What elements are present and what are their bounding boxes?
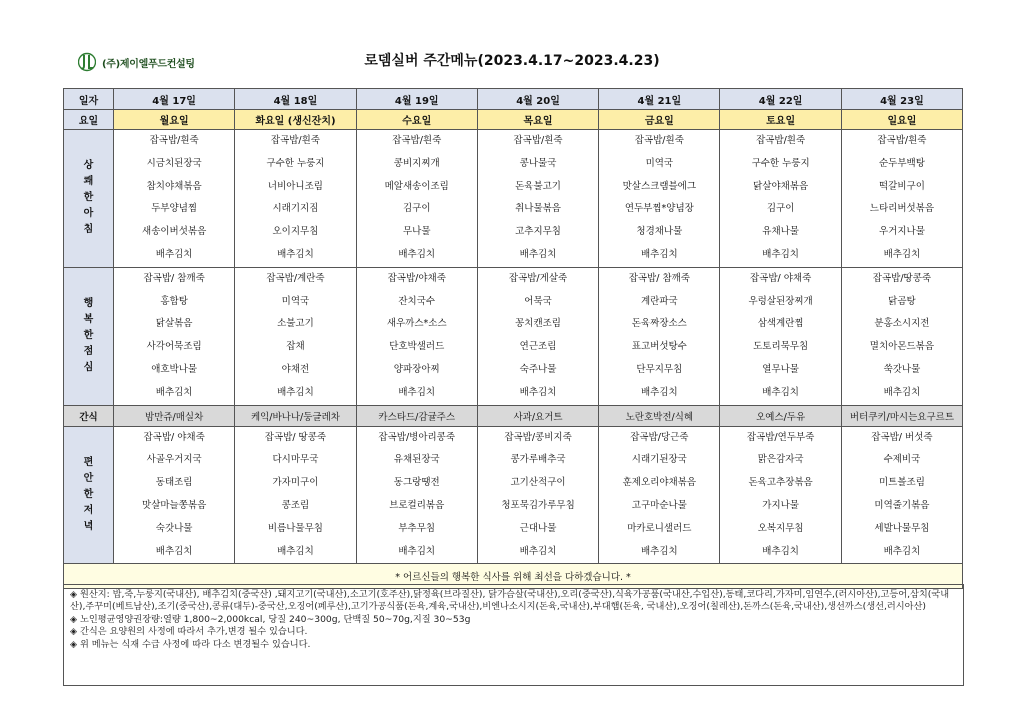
breakfast-cell	[477, 130, 598, 268]
menu-item: 소불고기	[277, 318, 314, 330]
menu-item: 부추무침	[398, 522, 436, 534]
dinner-cell	[599, 426, 720, 564]
menu-item: 김구이	[766, 203, 795, 215]
menu-item: 배추김치	[277, 545, 314, 557]
menu-item: 잡곡밥/흰죽	[270, 135, 320, 146]
menu-item: 배추김치	[277, 386, 314, 398]
breakfast-label	[64, 130, 114, 268]
snack-cell: 버터쿠키/마시는요구르트	[841, 405, 962, 426]
dinner-label-char: 편	[83, 456, 94, 468]
lunch-label-char: 복	[83, 314, 94, 326]
menu-item: 단무지무침	[636, 363, 683, 375]
menu-item: 동그랑땡전	[393, 477, 440, 489]
menu-item: 배추김치	[762, 248, 799, 260]
menu-item: 잡곡밥/땅콩죽	[872, 272, 932, 284]
menu-item: 잡곡밥/ 참깨죽	[143, 272, 205, 284]
date-cell: 4월 23일	[841, 89, 962, 110]
menu-item: 순두부백탕	[878, 157, 925, 169]
menu-item: 구수한 누룽지	[751, 157, 810, 169]
breakfast-cell	[599, 130, 720, 268]
menu-item: 콩나물국	[519, 157, 557, 169]
banner-message: * 어르신들의 행복한 식사를 위해 최선을 다하겠습니다. *	[64, 564, 963, 589]
menu-item: 고기산적구이	[510, 477, 566, 489]
date-cell: 4월 20일	[477, 89, 598, 110]
weekday-cell: 금요일	[599, 110, 720, 130]
menu-item: 배추김치	[883, 386, 921, 398]
dinner-cell	[114, 426, 235, 564]
menu-item: 잡곡밥/ 야채죽	[143, 431, 205, 443]
menu-item: 잡곡밥/흰죽	[634, 135, 684, 146]
menu-item: 돈육고추장볶음	[748, 477, 813, 489]
dinner-cell	[356, 426, 477, 564]
dinner-label-char: 한	[83, 488, 94, 500]
menu-item: 잡곡밥/흰죽	[392, 135, 442, 146]
menu-item: 돈육짜장소스	[631, 318, 687, 330]
menu-item: 맑은감자국	[757, 454, 804, 466]
weekday-cell: 월요일	[114, 110, 235, 130]
menu-item: 분홍소시지전	[874, 318, 930, 330]
menu-item: 우렁살된장찌개	[748, 295, 813, 307]
menu-item: 꽁치캔조림	[515, 318, 561, 330]
lunch-label-char: 심	[83, 362, 94, 374]
menu-item: 배추김치	[519, 545, 557, 557]
menu-item: 미역국	[281, 295, 310, 307]
menu-item: 세발나물무침	[874, 522, 930, 534]
menu-item: 숙주나물	[519, 363, 557, 375]
menu-item: 배추김치	[155, 386, 193, 398]
dinner-label-char: 녁	[83, 520, 94, 532]
menu-item: 양파장아찌	[393, 363, 440, 375]
menu-item: 비름나물무침	[267, 522, 323, 534]
menu-item: 도토리묵무침	[753, 341, 809, 353]
menu-item: 시래기된장국	[631, 454, 687, 466]
breakfast-label-char: 침	[83, 224, 94, 236]
menu-item: 계란파국	[640, 295, 678, 307]
date-cell: 4월 19일	[356, 89, 477, 110]
menu-item: 마카로니샐러드	[627, 522, 692, 534]
dinner-label-char: 안	[83, 472, 94, 484]
menu-item: 배추김치	[519, 248, 557, 260]
menu-item: 닭곰탕	[888, 295, 916, 307]
menu-item: 잡곡밥/흰죽	[149, 135, 199, 146]
menu-item: 배추김치	[398, 386, 436, 398]
weekday-cell: 일요일	[841, 110, 962, 130]
origin-note: ◈ 원산지: 밥,죽,누룽지(국내산), 배추김치(중국산) ,돼지고기(국내산),소고기(호주산),닭정육(브라질산), 닭가슴살(국내산),오리(중국산),식육가공품(국내산,수입산),동태,코다리,가자미,임연수,(러시아산),고등어,삼치(국내산),주꾸미(베트남산),조기(중국산),콩류(대두)-중국산,오징어(페루산),고기가공식품(돈육,계육,국내산),비엔나소시지(돈육,국내산),부대햄(돈육, 국내산),오징어(칠레산),돈까스(돈육,국내산),생선까스(생선,러시아산)	[70, 589, 950, 613]
lunch-cell	[356, 267, 477, 405]
snack-cell: 밤만쥬/매실차	[114, 405, 235, 426]
company-name: (주)제이엘푸드컨설팅	[102, 58, 195, 70]
menu-item: 연두부찜*양념장	[624, 203, 694, 215]
menu-item: 새송이버섯볶음	[142, 226, 207, 238]
menu-item: 돈육불고기	[515, 180, 561, 192]
menu-item: 시래기지짐	[272, 203, 319, 215]
breakfast-label-char: 쾌	[83, 176, 94, 188]
menu-item: 잔치국수	[398, 295, 436, 307]
menu-item: 청경채나물	[636, 226, 683, 238]
menu-item: 다시마무국	[272, 454, 319, 466]
snack-cell: 노란호박전/식혜	[599, 405, 720, 426]
menu-item: 잡곡밥/흰죽	[756, 135, 806, 146]
lunch-label-char: 점	[83, 346, 94, 358]
menu-item: 애호박나물	[151, 363, 198, 375]
snack-cell: 카스타드/감귤주스	[356, 405, 477, 426]
menu-item: 잡곡밥/야채죽	[387, 272, 446, 284]
menu-item: 가자미구이	[272, 477, 319, 489]
breakfast-cell	[356, 130, 477, 268]
menu-item: 너비아니조림	[267, 180, 323, 192]
menu-item: 청포묵김가루무침	[501, 499, 575, 511]
dinner-label-char: 저	[83, 504, 94, 516]
menu-item: 느타리버섯볶음	[869, 203, 935, 215]
menu-item: 배추김치	[883, 545, 921, 557]
lunch-cell	[599, 267, 720, 405]
menu-item: 가지나물	[762, 499, 799, 511]
menu-item: 고구마순나물	[631, 499, 687, 511]
menu-item: 배추김치	[277, 248, 314, 260]
menu-item: 잡곡밥/ 야채죽	[749, 272, 812, 284]
notes-box	[63, 584, 964, 686]
menu-item: 취나물볶음	[515, 203, 561, 215]
snack-cell: 사과/요거트	[477, 405, 598, 426]
page-title: 로뎀실버 주간메뉴(2023.4.17~2023.4.23)	[364, 53, 660, 69]
menu-item: 숙갓나물	[155, 522, 193, 534]
menu-item: 잡곡밥/계란죽	[266, 272, 325, 284]
menu-item: 배추김치	[398, 248, 436, 260]
menu-item: 훈제오리야채볶음	[622, 477, 697, 489]
menu-item: 사골우거지국	[146, 454, 202, 466]
snack-cell: 케익/바나나/둥글레차	[235, 405, 356, 426]
dinner-cell	[477, 426, 598, 564]
menu-item: 브로컬리볶음	[389, 499, 445, 511]
date-cell: 4월 18일	[235, 89, 356, 110]
menu-item: 미역줄기볶음	[874, 499, 930, 511]
menu-item: 콩가루배추국	[510, 454, 566, 466]
menu-item: 멸치아몬드볶음	[869, 341, 935, 353]
menu-item: 배추김치	[155, 545, 193, 557]
menu-item: 배추김치	[762, 386, 799, 398]
lunch-cell	[841, 267, 962, 405]
menu-item: 단호박샐러드	[389, 341, 445, 353]
weekday-label: 요일	[64, 110, 114, 130]
weekday-cell: 수요일	[356, 110, 477, 130]
menu-item: 콩비지찌개	[393, 157, 440, 169]
menu-item: 배추김치	[883, 248, 921, 260]
menu-item: 고추지무침	[515, 226, 561, 238]
menu-item: 참치야채볶음	[146, 180, 202, 192]
menu-item: 야채전	[281, 363, 310, 375]
menu-item: 잡곡밥/당근죽	[630, 431, 689, 443]
lunch-cell	[720, 267, 841, 405]
menu-item: 우거지나물	[878, 226, 925, 238]
date-label: 일자	[64, 89, 114, 110]
dinner-label	[64, 426, 114, 564]
menu-item: 잡곡밥/병아리콩죽	[378, 431, 456, 443]
menu-item: 홍합탕	[160, 295, 188, 307]
menu-item: 유채된장국	[393, 454, 440, 466]
breakfast-cell	[841, 130, 962, 268]
menu-item: 어묵국	[524, 295, 552, 307]
menu-item: 잡곡밥/연두부죽	[746, 431, 815, 443]
menu-item: 잡곡밥/게살죽	[508, 272, 568, 284]
lunch-cell	[114, 267, 235, 405]
menu-item: 잡곡밥/흰죽	[513, 135, 563, 146]
menu-item: 잡곡밥/콩비지죽	[504, 431, 572, 443]
menu-item: 미역국	[645, 157, 674, 169]
menu-item: 콩조림	[281, 499, 310, 511]
menu-item: 새우까스*소스	[386, 318, 447, 330]
menu-item: 열무나물	[762, 363, 799, 375]
menu-item: 근대나물	[519, 522, 557, 534]
menu-item: 배추김치	[398, 545, 436, 557]
menu-item: 배추김치	[762, 545, 799, 557]
snack-label: 간식	[64, 405, 114, 426]
lunch-label	[64, 267, 114, 405]
menu-item: 배추김치	[640, 248, 678, 260]
dinner-cell	[720, 426, 841, 564]
menu-item: 배추김치	[155, 248, 193, 260]
menu-item: 미트볼조림	[878, 477, 925, 489]
menu-item: 잡곡밥/ 땅콩죽	[264, 431, 327, 443]
menu-item: 유채나물	[762, 226, 799, 238]
menu-item: 맛살마늘쫑볶음	[142, 499, 207, 511]
weekday-cell: 목요일	[477, 110, 598, 130]
date-cell: 4월 21일	[599, 89, 720, 110]
menu-item: 두부양념찜	[151, 203, 198, 215]
menu-item: 메알새송이조림	[384, 180, 449, 192]
menu-item: 시금치된장국	[146, 157, 202, 169]
menu-item: 배추김치	[640, 545, 678, 557]
menu-item: 잡곡밥/ 참깨죽	[628, 272, 690, 284]
menu-item: 수제비국	[883, 454, 921, 466]
weekday-cell: 화요일 (생신잔치)	[235, 110, 356, 130]
date-cell: 4월 22일	[720, 89, 841, 110]
dinner-cell	[841, 426, 962, 564]
breakfast-cell	[720, 130, 841, 268]
menu-item: 삼색계란찜	[757, 318, 804, 330]
menu-item: 표고버섯탕수	[631, 341, 687, 353]
weekly-menu-table	[63, 88, 963, 589]
snack-change-note: ◈ 간식은 요양원의 사정에 따라서 추가,변경 될수 있습니다.	[70, 626, 308, 638]
menu-item: 김구이	[402, 203, 431, 215]
menu-item: 사각어묵조림	[146, 341, 202, 353]
menu-item: 맛살스크램블에그	[622, 180, 697, 192]
breakfast-cell	[235, 130, 356, 268]
breakfast-cell	[114, 130, 235, 268]
menu-item: 잡곡밥/흰죽	[877, 135, 927, 146]
date-cell: 4월 17일	[114, 89, 235, 110]
menu-item: 배추김치	[519, 386, 557, 398]
menu-item: 무나물	[402, 226, 431, 238]
breakfast-label-char: 한	[83, 192, 94, 204]
menu-item: 떡갈비구이	[878, 180, 925, 192]
menu-item: 오복지무침	[757, 522, 804, 534]
lunch-label-char: 행	[83, 298, 94, 310]
menu-item: 연근조림	[519, 341, 557, 353]
lunch-label-char: 한	[83, 330, 94, 342]
menu-item: 동태조림	[155, 477, 193, 489]
menu-item: 구수한 누룽지	[266, 157, 325, 169]
menu-item: 오이지무침	[272, 226, 319, 238]
breakfast-label-char: 상	[83, 160, 94, 172]
menu-item: 배추김치	[640, 386, 678, 398]
dinner-cell	[235, 426, 356, 564]
menu-item: 닭살볶음	[155, 318, 193, 330]
weekday-cell: 토요일	[720, 110, 841, 130]
menu-item: 잡채	[286, 341, 305, 353]
breakfast-label-char: 아	[83, 208, 94, 220]
menu-change-note: ◈ 위 메뉴는 식재 수급 사정에 따라 다소 변경될수 있습니다.	[70, 638, 311, 650]
menu-item: 쑥갓나물	[883, 363, 921, 375]
lunch-cell	[477, 267, 598, 405]
nutrition-note: ◈ 노인평균영양권장량:열량 1,800~2,000kcal, 당질 240~300g, 단백질 50~70g,지질 30~53g	[70, 613, 471, 625]
menu-item: 잡곡밥/ 버섯죽	[871, 431, 933, 443]
lunch-cell	[235, 267, 356, 405]
menu-item: 닭살야채볶음	[753, 180, 809, 192]
snack-cell: 오예스/두유	[720, 405, 841, 426]
